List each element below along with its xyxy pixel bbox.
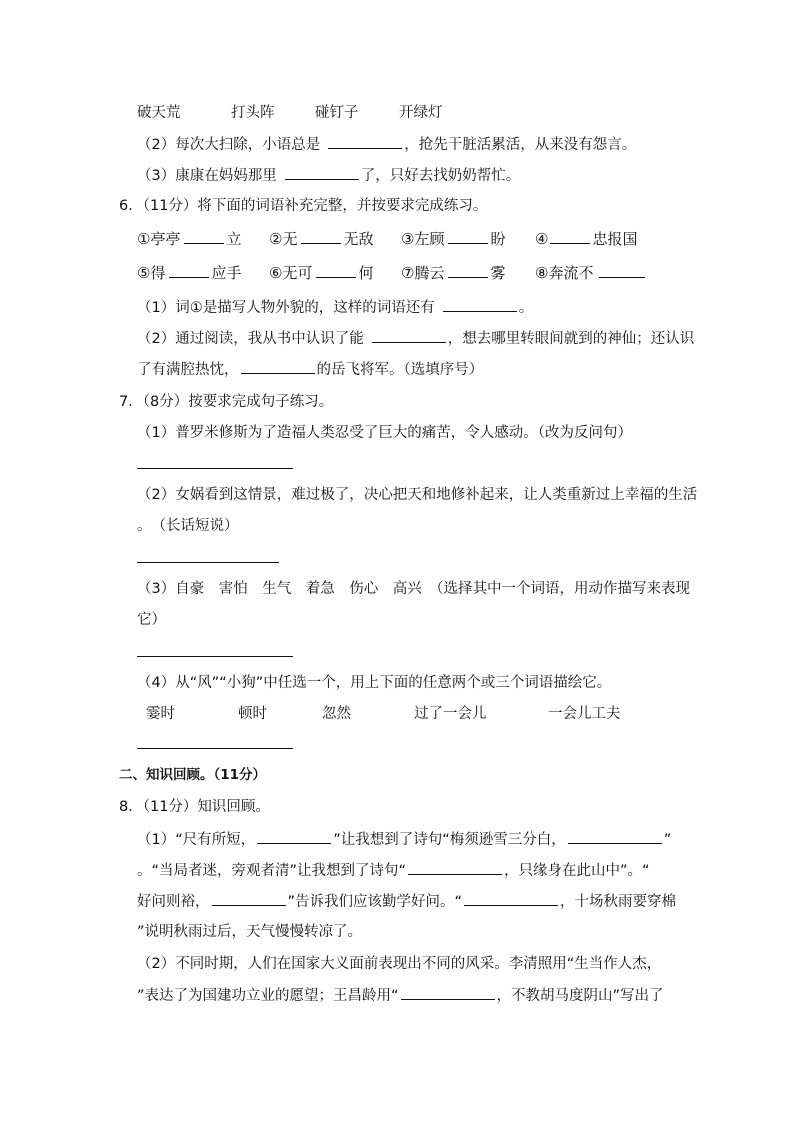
q8-line-3: [137, 891, 676, 912]
answer-blank[interactable]: [184, 229, 224, 244]
sentence-text: ，十场秋雨要穿棉: [560, 894, 677, 910]
q7-sentence-3: （3）自豪 害怕 生气 着急 伤心 高兴 （选择其中一个词语，用动作描写来表现: [137, 581, 690, 597]
answer-blank[interactable]: [550, 229, 590, 244]
answer-blank[interactable]: [328, 134, 402, 149]
idiom-item: ②无 无敌: [269, 230, 374, 248]
answer-blank[interactable]: [401, 985, 495, 1000]
answer-blank[interactable]: [448, 229, 488, 244]
answer-blank[interactable]: [285, 165, 359, 180]
sentence-text: 了，只好去找奶奶帮忙。: [360, 168, 521, 184]
sentence-text: ”告诉我们应该勤学好问。“: [287, 894, 463, 910]
answer-blank[interactable]: [301, 229, 341, 244]
idiom-item: ⑦腾云 雾: [401, 264, 506, 282]
sentence-text: 的岳飞将军。（选填序号）: [316, 362, 484, 378]
sentence-text: ”让我想到了诗句“梅须逊雪三分白，: [333, 832, 566, 848]
q6-idiom-row-1: [137, 229, 637, 249]
sentence-text: 了有满腔热忱，: [137, 362, 239, 378]
q8-line-1: [137, 829, 671, 850]
q5-sentence-2: [137, 134, 636, 155]
q7-sentence-1: （1）普罗米修斯为了造福人类忍受了巨大的痛苦，令人感动。（改为反问句）: [137, 425, 632, 441]
sentence-text: ”: [663, 832, 672, 848]
sentence-text: 。“当局者迷，旁观者清”让我想到了诗句“: [137, 863, 407, 879]
answer-line[interactable]: [137, 562, 279, 563]
q7-sentence-2: （2）女娲看到这情景，难过极了，决心把天和地修补起来，让人类重新过上幸福的生活: [137, 487, 698, 503]
idiom-item: ③左顾 盼: [401, 230, 506, 248]
answer-blank[interactable]: [212, 891, 286, 906]
answer-line[interactable]: [137, 748, 293, 749]
answer-blank[interactable]: [599, 263, 645, 278]
idiom-item: ⑤得 应手: [137, 264, 242, 282]
answer-line[interactable]: [137, 468, 293, 469]
answer-blank[interactable]: [408, 860, 502, 875]
answer-blank[interactable]: [464, 891, 558, 906]
sentence-text: （1）词①是描写人物外貌的，这样的词语还有: [137, 300, 435, 316]
idiom-item: ⑧奔流不: [535, 263, 647, 283]
sentence-text: ，想去哪里转眼间就到的神仙；还认识: [447, 331, 695, 347]
word-option: 一会儿工夫: [548, 706, 621, 722]
word-option: 打头阵: [231, 105, 275, 121]
q7-sentence-4: （4）从“风”“小狗”中任选一个，用上下面的任意两个或三个词语描绘它。: [137, 675, 612, 691]
sentence-text: （2）每次大扫除，小语总是: [137, 137, 321, 153]
word-option: 破天荒: [137, 105, 181, 121]
answer-blank[interactable]: [316, 263, 356, 278]
idiom-item: ①亭亭 立: [137, 230, 242, 248]
sentence-text: （1）“尺有所短，: [137, 832, 256, 848]
q6-title: 6．（11分）将下面的词语补充完整，并按要求完成练习。: [119, 198, 488, 214]
q8-line-5: （2）不同时期，人们在国家大义面前表现出不同的风采。李清照用“生当作人杰，: [137, 956, 662, 972]
sentence-text: ”表达了为国建功立业的愿望；王昌龄用“: [137, 988, 399, 1004]
idiom-item: ④ 忠报国: [535, 230, 638, 248]
q6-sentence-2-cont: [137, 359, 483, 380]
answer-blank[interactable]: [241, 359, 315, 374]
q5-sentence-3: [137, 165, 520, 186]
q7-sentence-3-cont: 它）: [137, 612, 166, 628]
answer-line[interactable]: [137, 656, 293, 657]
word-option: 忽然: [322, 706, 351, 722]
answer-blank[interactable]: [443, 297, 517, 312]
sentence-text: ，只缘身在此山中”。“: [504, 863, 650, 879]
q8-line-4: ”说明秋雨过后，天气慢慢转凉了。: [137, 924, 363, 940]
q6-idiom-row-2: [137, 263, 647, 283]
answer-blank[interactable]: [169, 263, 209, 278]
sentence-text: （2）通过阅读，我从书中认识了能: [137, 331, 364, 347]
answer-blank[interactable]: [568, 829, 662, 844]
q8-line-2: [137, 860, 650, 881]
idiom-item: ⑥无可 何: [269, 264, 374, 282]
answer-blank[interactable]: [372, 328, 446, 343]
section-heading: 二、知识回顾。（11分）: [119, 767, 267, 783]
word-option: 碰钉子: [315, 105, 359, 121]
answer-blank[interactable]: [448, 263, 488, 278]
word-option: 顿时: [238, 706, 267, 722]
sentence-text: ，抢先干脏活累活，从来没有怨言。: [404, 137, 637, 153]
q8-title: 8．（11分）知识回顾。: [119, 799, 270, 815]
q7-word-options: [146, 704, 621, 724]
sentence-text: 好问则裕，: [137, 894, 210, 910]
word-option: 过了一会儿: [414, 706, 487, 722]
q6-sentence-1: [137, 297, 533, 318]
q8-line-6: [137, 985, 664, 1006]
q7-sentence-2-cont: 。 （长话短说）: [137, 518, 239, 534]
sentence-text: （3）康康在妈妈那里: [137, 168, 277, 184]
q6-sentence-2: [137, 328, 694, 349]
q7-title: 7．（8分）按要求完成句子练习。: [119, 394, 334, 410]
word-option: 霎时: [146, 706, 175, 722]
q5-word-options: [137, 103, 443, 123]
sentence-text: 。: [518, 300, 534, 316]
answer-blank[interactable]: [257, 829, 331, 844]
word-option: 开绿灯: [399, 105, 443, 121]
sentence-text: ，不教胡马度阴山”写出了: [496, 988, 664, 1004]
